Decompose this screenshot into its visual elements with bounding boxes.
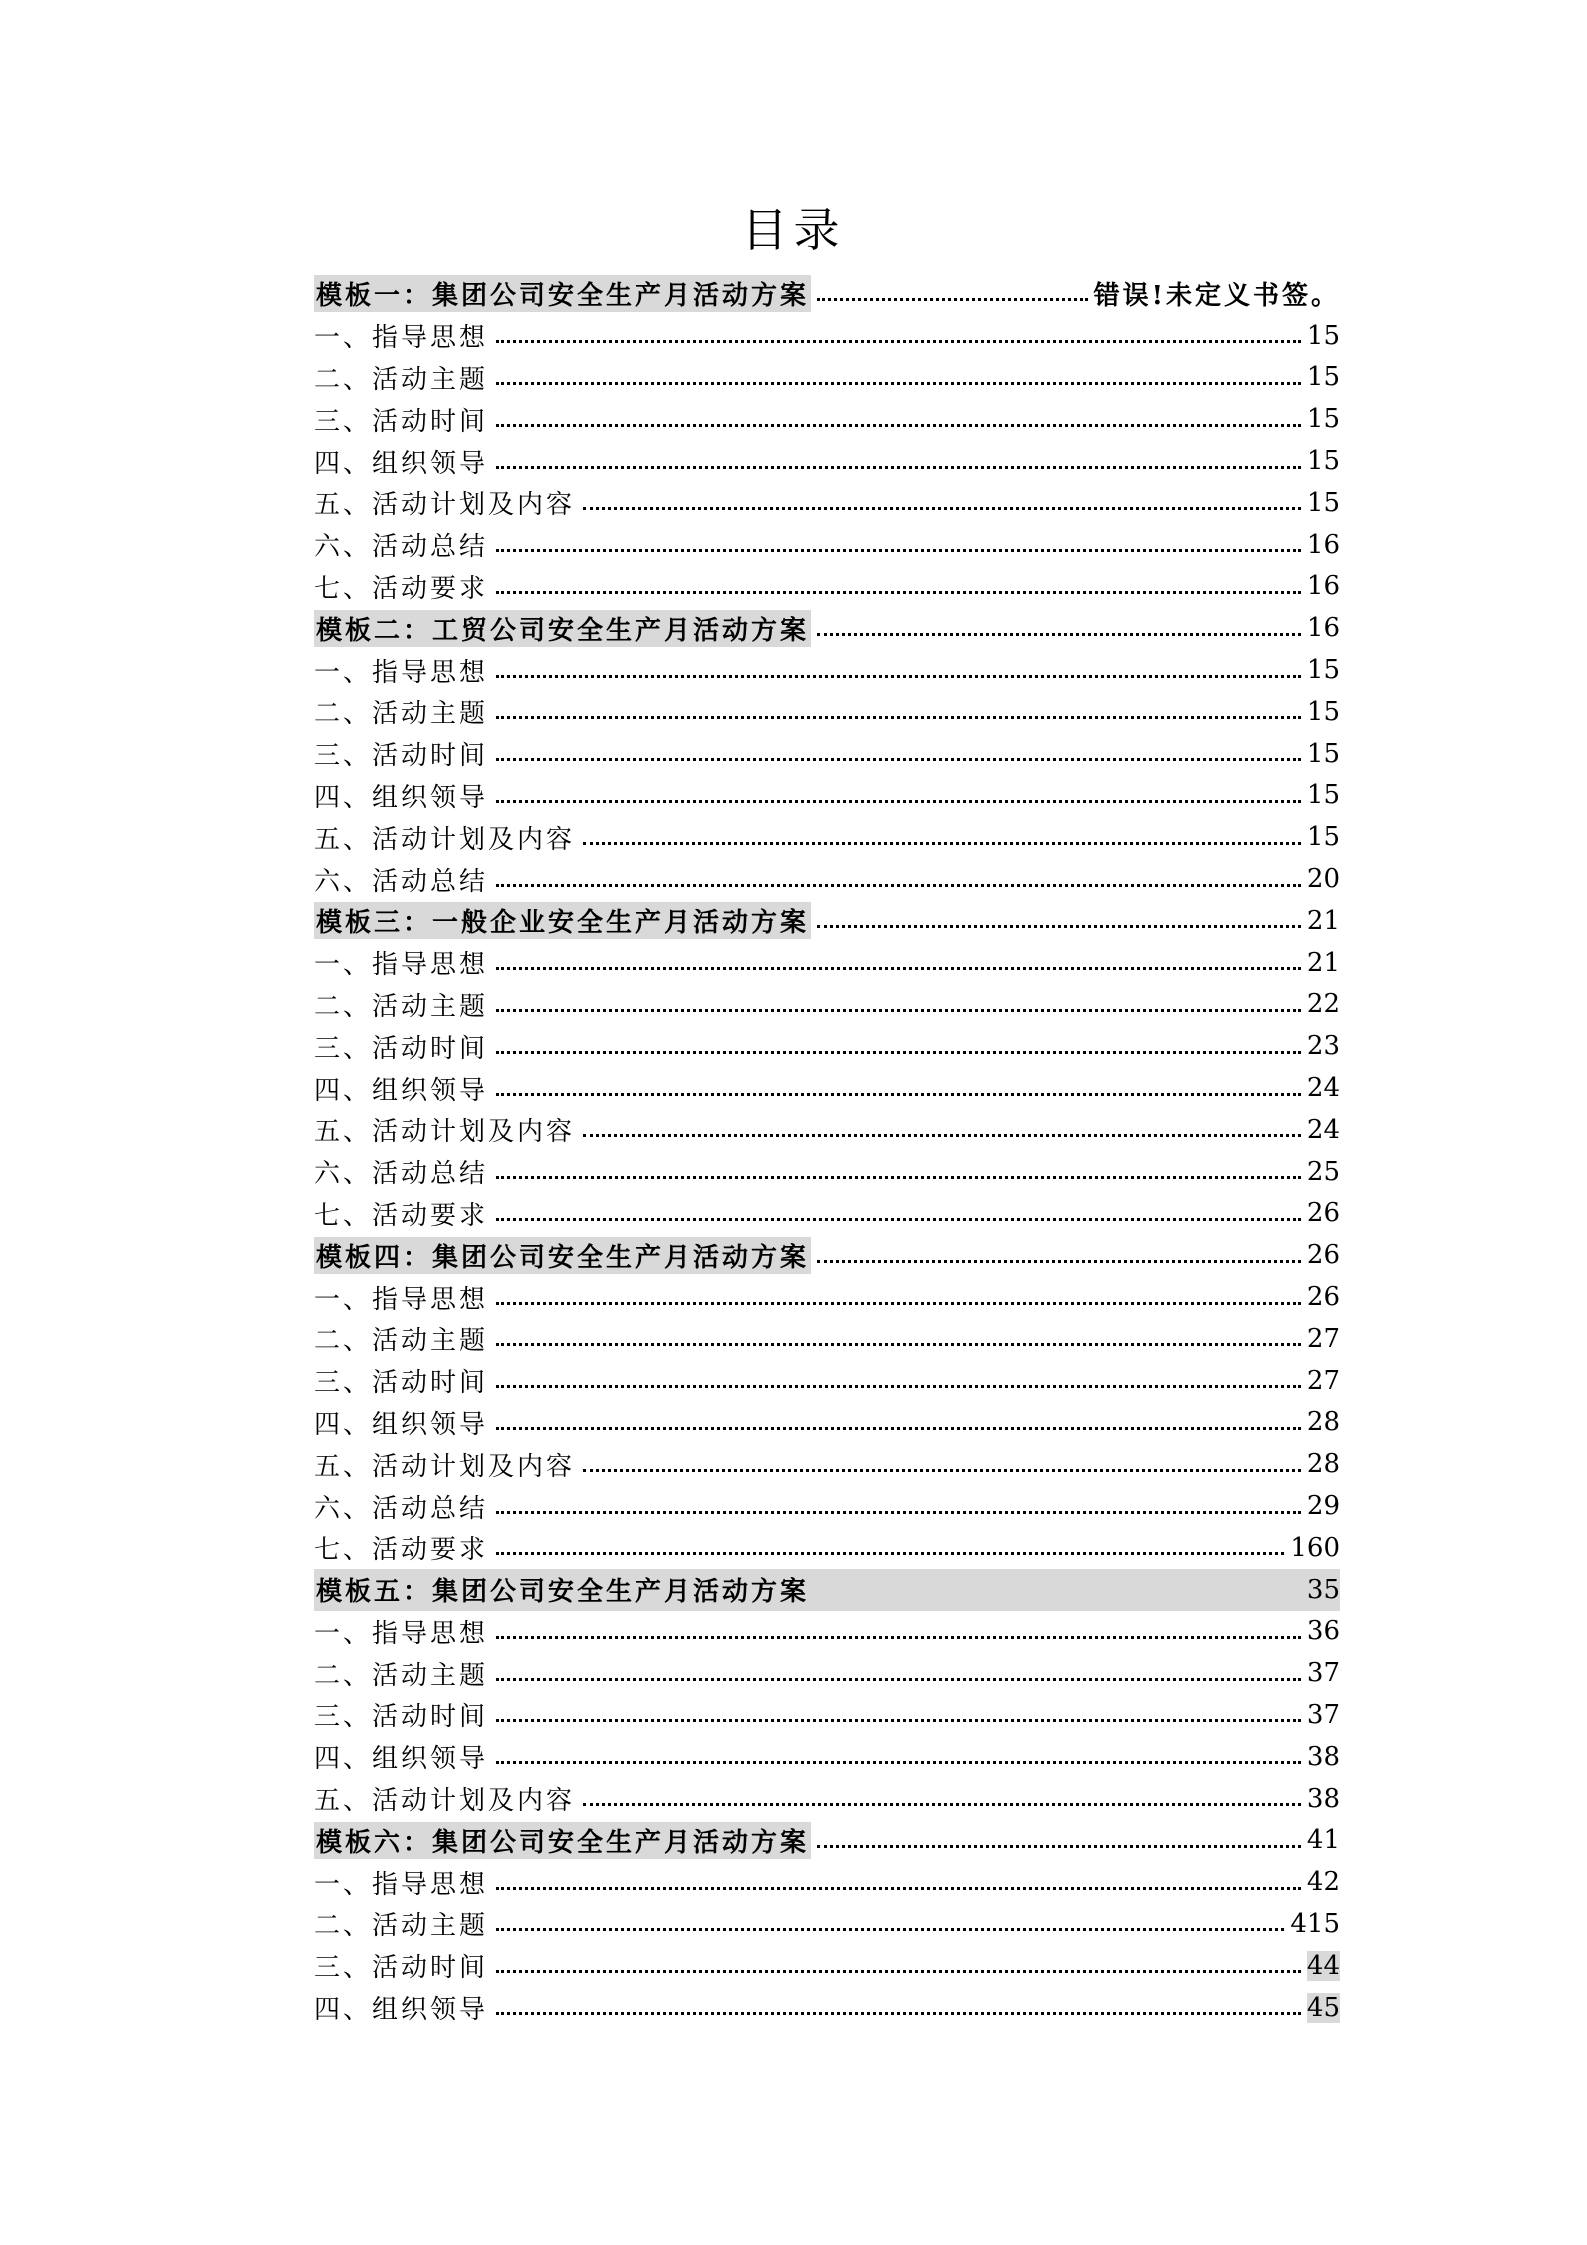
toc-entry-label: 四、组织领导	[314, 448, 489, 479]
toc-dot-leader	[496, 1073, 1301, 1096]
toc-dot-leader	[496, 738, 1301, 761]
toc-dot-leader	[496, 1699, 1301, 1722]
toc-heading-entry[interactable]	[314, 273, 1340, 315]
toc-entry-label: 六、活动总结	[314, 1159, 489, 1190]
toc-entry-label: 二、活动主题	[314, 364, 489, 395]
toc-dot-leader	[496, 989, 1301, 1012]
toc-entry[interactable]	[314, 1276, 1340, 1318]
toc-entry[interactable]	[314, 1778, 1340, 1820]
toc-dot-leader	[496, 1992, 1301, 2015]
toc-entry-page-number: 23	[1306, 1031, 1340, 1062]
toc-entry-label: 一、指导思想	[314, 1618, 489, 1649]
toc-entry-label: 模板一：集团公司安全生产月活动方案	[314, 275, 811, 312]
toc-entry-label: 模板五：集团公司安全生产月活动方案	[316, 1577, 810, 1608]
toc-entry-label: 模板二：工贸公司安全生产月活动方案	[314, 610, 811, 647]
toc-entry[interactable]	[314, 566, 1340, 608]
toc-entry-page-number: 42	[1306, 1867, 1340, 1898]
toc-entry-label: 七、活动要求	[314, 573, 489, 604]
toc-entry-page-number: 24	[1306, 1073, 1340, 1104]
toc-entry-label: 七、活动要求	[314, 1200, 489, 1231]
toc-dot-leader	[496, 1031, 1301, 1054]
toc-entry[interactable]	[314, 1443, 1340, 1485]
toc-entry[interactable]	[314, 1694, 1340, 1736]
toc-dot-leader	[496, 529, 1301, 552]
toc-entry-label: 六、活动总结	[314, 532, 489, 563]
toc-entry-label: 一、指导思想	[314, 657, 489, 688]
toc-entry-label: 七、活动要求	[314, 1535, 489, 1566]
toc-dot-leader	[496, 1407, 1301, 1430]
toc-entry[interactable]	[314, 1025, 1340, 1067]
toc-dot-leader	[583, 1114, 1301, 1137]
toc-dot-leader	[583, 1449, 1301, 1472]
toc-dot-leader	[496, 655, 1301, 678]
toc-entry-label: 四、组织领导	[314, 1744, 489, 1775]
toc-dot-leader	[496, 1658, 1301, 1681]
table-of-contents	[314, 273, 1340, 2028]
toc-entry-page-number: 15	[1306, 446, 1340, 477]
toc-heading-entry[interactable]	[314, 1819, 1340, 1861]
toc-heading-entry[interactable]	[314, 1569, 1340, 1611]
toc-entry-page-number: 38	[1306, 1741, 1340, 1772]
toc-entry[interactable]	[314, 942, 1340, 984]
toc-entry[interactable]	[314, 1527, 1340, 1569]
toc-dot-leader	[496, 1950, 1301, 1973]
toc-entry-page-number: 21	[1306, 905, 1340, 936]
toc-entry-label: 三、活动时间	[314, 1702, 489, 1733]
toc-entry-page-number: 15	[1306, 738, 1340, 769]
toc-entry-page-number: 28	[1306, 1449, 1340, 1480]
toc-dot-leader	[496, 696, 1301, 719]
toc-entry[interactable]	[314, 1736, 1340, 1778]
toc-dot-leader	[496, 864, 1301, 887]
toc-entry[interactable]	[314, 691, 1340, 733]
toc-entry[interactable]	[314, 315, 1340, 357]
toc-dot-leader	[496, 1867, 1301, 1890]
toc-entry-label: 四、组织领导	[314, 1409, 489, 1440]
toc-dot-leader	[817, 1825, 1301, 1848]
toc-entry-label: 一、指导思想	[314, 1284, 489, 1315]
toc-entry[interactable]	[314, 398, 1340, 440]
toc-entry-label: 三、活动时间	[314, 1953, 489, 1984]
toc-entry-page-number: 35	[1306, 1574, 1340, 1605]
toc-entry-label: 四、组织领导	[314, 1075, 489, 1106]
toc-entry[interactable]	[314, 1109, 1340, 1151]
toc-entry-label: 三、活动时间	[314, 1368, 489, 1399]
toc-dot-leader	[496, 446, 1301, 469]
toc-dot-leader	[583, 822, 1301, 845]
toc-heading-entry[interactable]	[314, 900, 1340, 942]
toc-entry-page-number: 15	[1306, 320, 1340, 351]
toc-entry[interactable]	[314, 440, 1340, 482]
toc-dot-leader	[496, 1323, 1301, 1346]
toc-dot-leader	[817, 905, 1301, 928]
toc-entry-page-number: 415	[1290, 1908, 1340, 1939]
toc-entry-page-number: 16	[1306, 613, 1340, 644]
toc-entry[interactable]	[314, 482, 1340, 524]
toc-entry[interactable]	[314, 1360, 1340, 1402]
toc-entry-page-number: 41	[1306, 1825, 1340, 1856]
toc-entry-page-number: 15	[1306, 362, 1340, 393]
toc-entry-label: 六、活动总结	[314, 1493, 489, 1524]
toc-heading-entry[interactable]	[314, 1234, 1340, 1276]
toc-entry-label: 五、活动计划及内容	[314, 490, 576, 521]
toc-entry-page-number: 15	[1306, 404, 1340, 435]
page-title: 目录	[741, 203, 846, 257]
toc-entry[interactable]	[314, 775, 1340, 817]
toc-entry-label: 五、活动计划及内容	[314, 1451, 576, 1482]
toc-entry-page-number: 45	[1306, 1992, 1340, 2023]
toc-entry-page-number: 160	[1290, 1532, 1340, 1563]
toc-entry[interactable]	[314, 1903, 1340, 1945]
toc-entry-page-number: 29	[1306, 1491, 1340, 1521]
toc-entry-page-number: 15	[1306, 655, 1340, 686]
toc-entry-label: 模板四：集团公司安全生产月活动方案	[314, 1237, 811, 1274]
toc-entry-label: 五、活动计划及内容	[314, 1117, 576, 1148]
toc-entry[interactable]	[314, 1067, 1340, 1109]
toc-entry-page-number: 36	[1306, 1616, 1340, 1647]
toc-dot-leader	[496, 947, 1301, 970]
toc-entry-label: 四、组织领导	[314, 1995, 489, 2026]
toc-entry-label: 一、指导思想	[314, 323, 489, 354]
toc-entry-page-number: 26	[1306, 1198, 1340, 1229]
toc-entry-label: 五、活动计划及内容	[314, 824, 576, 855]
toc-entry-page-number: 16	[1306, 529, 1340, 560]
toc-dot-leader	[496, 571, 1301, 594]
toc-dot-leader	[496, 1282, 1301, 1305]
toc-entry[interactable]	[314, 1945, 1340, 1987]
toc-dot-leader	[496, 1741, 1301, 1764]
toc-dot-leader	[496, 1198, 1301, 1221]
toc-entry-page-number: 37	[1306, 1658, 1340, 1689]
toc-entry-label: 四、组织领导	[314, 782, 489, 813]
toc-dot-leader	[496, 1365, 1301, 1388]
toc-entry-page-number: 26	[1306, 1240, 1340, 1271]
toc-entry-page-number: 27	[1306, 1365, 1340, 1396]
toc-entry[interactable]	[314, 1652, 1340, 1694]
toc-entry[interactable]	[314, 816, 1340, 858]
toc-entry-page-number: 20	[1306, 864, 1340, 895]
toc-entry-page-number: 22	[1306, 989, 1340, 1020]
toc-entry[interactable]	[314, 1987, 1340, 2029]
toc-entry-label: 一、指导思想	[314, 1869, 489, 1900]
toc-entry-label: 三、活动时间	[314, 741, 489, 772]
toc-entry-label: 二、活动主题	[314, 1660, 489, 1691]
toc-entry-page-number: 15	[1306, 822, 1340, 853]
toc-entry-label: 三、活动时间	[314, 1033, 489, 1064]
toc-entry-page-number: 38	[1306, 1783, 1340, 1814]
toc-entry-page-number: 25	[1306, 1156, 1340, 1187]
toc-entry-label: 模板六：集团公司安全生产月活动方案	[314, 1822, 811, 1859]
toc-dot-leader	[496, 1616, 1301, 1639]
toc-entry-label: 三、活动时间	[314, 406, 489, 437]
toc-dot-leader	[583, 487, 1301, 510]
toc-entry-page-number: 44	[1306, 1950, 1340, 1981]
toc-dot-leader	[817, 1576, 1301, 1596]
toc-entry[interactable]	[314, 524, 1340, 566]
toc-entry-label: 二、活动主题	[314, 991, 489, 1022]
toc-entry-label: 一、指导思想	[314, 950, 489, 981]
toc-entry-page-number: 26	[1306, 1282, 1340, 1313]
toc-heading-entry[interactable]	[314, 607, 1340, 649]
toc-entry[interactable]	[314, 733, 1340, 775]
toc-dot-leader	[496, 320, 1301, 343]
toc-entry-page-number: 21	[1306, 947, 1340, 978]
toc-entry[interactable]	[314, 1861, 1340, 1903]
toc-entry-page-number: 27	[1306, 1323, 1340, 1354]
toc-entry-label: 二、活动主题	[314, 699, 489, 730]
toc-dot-leader	[496, 1532, 1284, 1555]
toc-dot-leader	[496, 1491, 1301, 1514]
toc-entry-page-number: 28	[1306, 1407, 1340, 1438]
toc-dot-leader	[583, 1783, 1301, 1806]
toc-entry[interactable]	[314, 1402, 1340, 1444]
toc-dot-leader	[496, 404, 1301, 427]
toc-entry[interactable]	[314, 1318, 1340, 1360]
toc-entry-page-number: 16	[1306, 571, 1340, 602]
toc-entry-label: 五、活动计划及内容	[314, 1786, 576, 1817]
toc-entry-page-number: 15	[1306, 780, 1340, 811]
toc-entry[interactable]	[314, 1611, 1340, 1653]
toc-dot-leader	[817, 1240, 1301, 1263]
toc-entry[interactable]	[314, 984, 1340, 1026]
toc-entry-page-number: 错误!未定义书签。	[1093, 281, 1340, 312]
toc-entry[interactable]	[314, 858, 1340, 900]
toc-dot-leader	[496, 1908, 1284, 1931]
toc-entry-label: 二、活动主题	[314, 1326, 489, 1357]
toc-entry-label: 六、活动总结	[314, 866, 489, 897]
toc-entry-page-number: 24	[1306, 1114, 1340, 1145]
toc-entry[interactable]	[314, 1485, 1340, 1527]
toc-dot-leader	[496, 780, 1301, 803]
toc-entry[interactable]	[314, 357, 1340, 399]
toc-entry[interactable]	[314, 649, 1340, 691]
toc-entry[interactable]	[314, 1193, 1340, 1235]
toc-entry-page-number: 15	[1306, 696, 1340, 727]
toc-entry-page-number: 15	[1306, 487, 1340, 518]
toc-entry-label: 二、活动主题	[314, 1911, 489, 1942]
toc-entry-label: 模板三：一般企业安全生产月活动方案	[314, 902, 811, 939]
toc-dot-leader	[817, 613, 1301, 636]
toc-entry[interactable]	[314, 1151, 1340, 1193]
toc-dot-leader	[496, 362, 1301, 385]
toc-dot-leader	[817, 278, 1088, 301]
toc-entry-page-number: 37	[1306, 1699, 1340, 1730]
toc-dot-leader	[496, 1156, 1301, 1179]
